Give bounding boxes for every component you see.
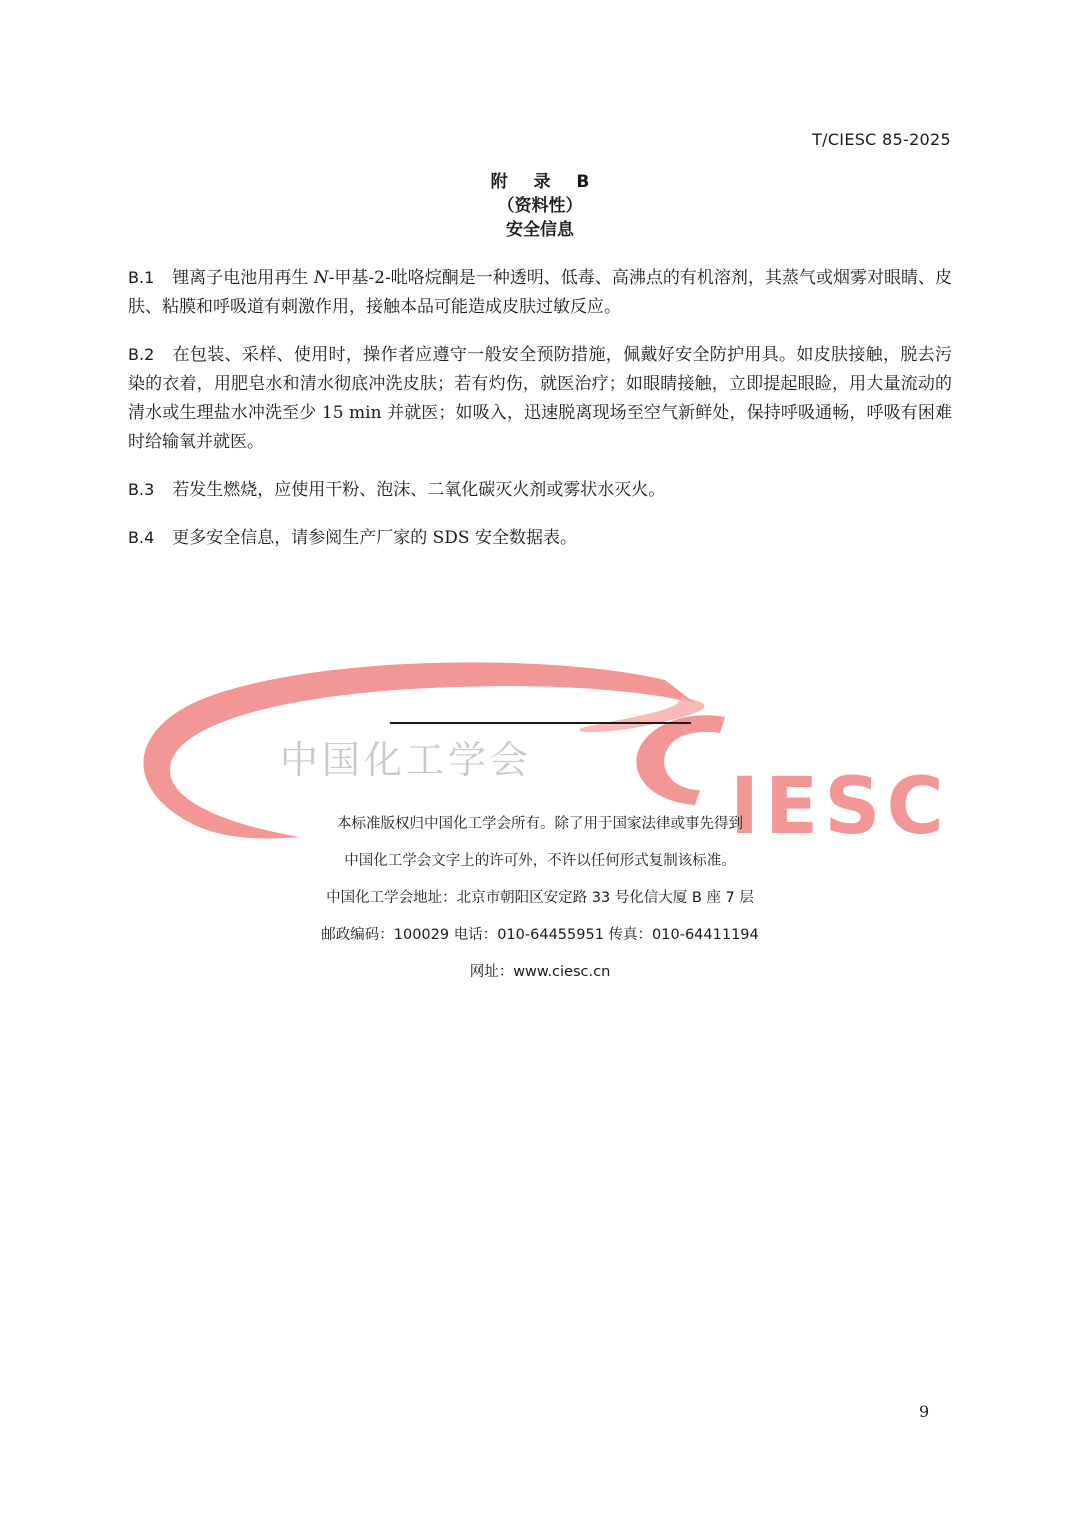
clause-b3: [128, 475, 952, 505]
clause-number: B.3: [128, 480, 155, 499]
standard-code: T/CIESC 85-2025: [812, 130, 951, 149]
org-website: 网址：www.ciesc.cn: [469, 964, 611, 980]
copyright-line: 中国化工学会文字上的许可外，不许以任何形式复制该标准。: [344, 853, 736, 869]
clause-number: B.2: [128, 345, 155, 364]
clause-text-part: -甲基-2-吡咯烷酮是一种透明、低毒、高沸点的有机溶剂，其蒸气或烟雾对眼睛、皮肤、粘膜和呼吸道有刺激作用，接触本品可能造成皮肤过敏反应。: [128, 268, 953, 317]
clause-list: [128, 263, 952, 571]
clause-number: B.1: [128, 268, 155, 287]
clause-number: B.4: [128, 528, 155, 547]
clause-text: 若发生燃烧，应使用干粉、泡沫、二氧化碳灭火剂或雾状水灭火。: [172, 480, 666, 500]
appendix-nature: （资料性）: [497, 196, 583, 216]
copyright-line: 本标准版权归中国化工学会所有。除了用于国家法律或事先得到: [337, 816, 743, 832]
org-contact: 邮政编码：100029 电话：010-64455951 传真：010-64411194: [321, 927, 759, 943]
separator-rule: [390, 722, 691, 724]
clause-text: 在包装、采样、使用时，操作者应遵守一般安全预防措施，佩戴好安全防护用具。如皮肤接触，脱去污染的衣着，用肥皂水和清水彻底冲洗皮肤；若有灼伤，就医治疗；如眼睛接触，立即提起眼睑，用大量流动的清水或生理盐水冲洗至少 15 min 并就医；如吸入，迅速脱离现场至空气新鲜处，保持呼吸通畅，呼吸有困难时给输氧并就医。: [128, 345, 952, 452]
clause-b1: [128, 263, 952, 322]
watermark-org-abbr: IESC: [730, 762, 950, 845]
appendix-heading: [0, 170, 1080, 242]
copyright-imprint: [0, 806, 1080, 991]
watermark-org-name: 中国化工学会: [280, 738, 533, 782]
clause-italic-symbol: N: [313, 268, 329, 288]
appendix-title: 附 录 B: [490, 172, 600, 192]
clause-text: 更多安全信息，请参阅生产厂家的 SDS 安全数据表。: [172, 528, 577, 548]
org-address: 中国化工学会地址：北京市朝阳区安定路 33 号化信大厦 B 座 7 层: [326, 890, 754, 906]
page-number: 9: [919, 1402, 930, 1421]
clause-b4: [128, 523, 952, 553]
clause-text-part: 锂离子电池用再生: [172, 268, 314, 288]
clause-b2: [128, 340, 952, 457]
watermark-letter-c: [636, 715, 725, 805]
appendix-subject: 安全信息: [506, 220, 574, 240]
